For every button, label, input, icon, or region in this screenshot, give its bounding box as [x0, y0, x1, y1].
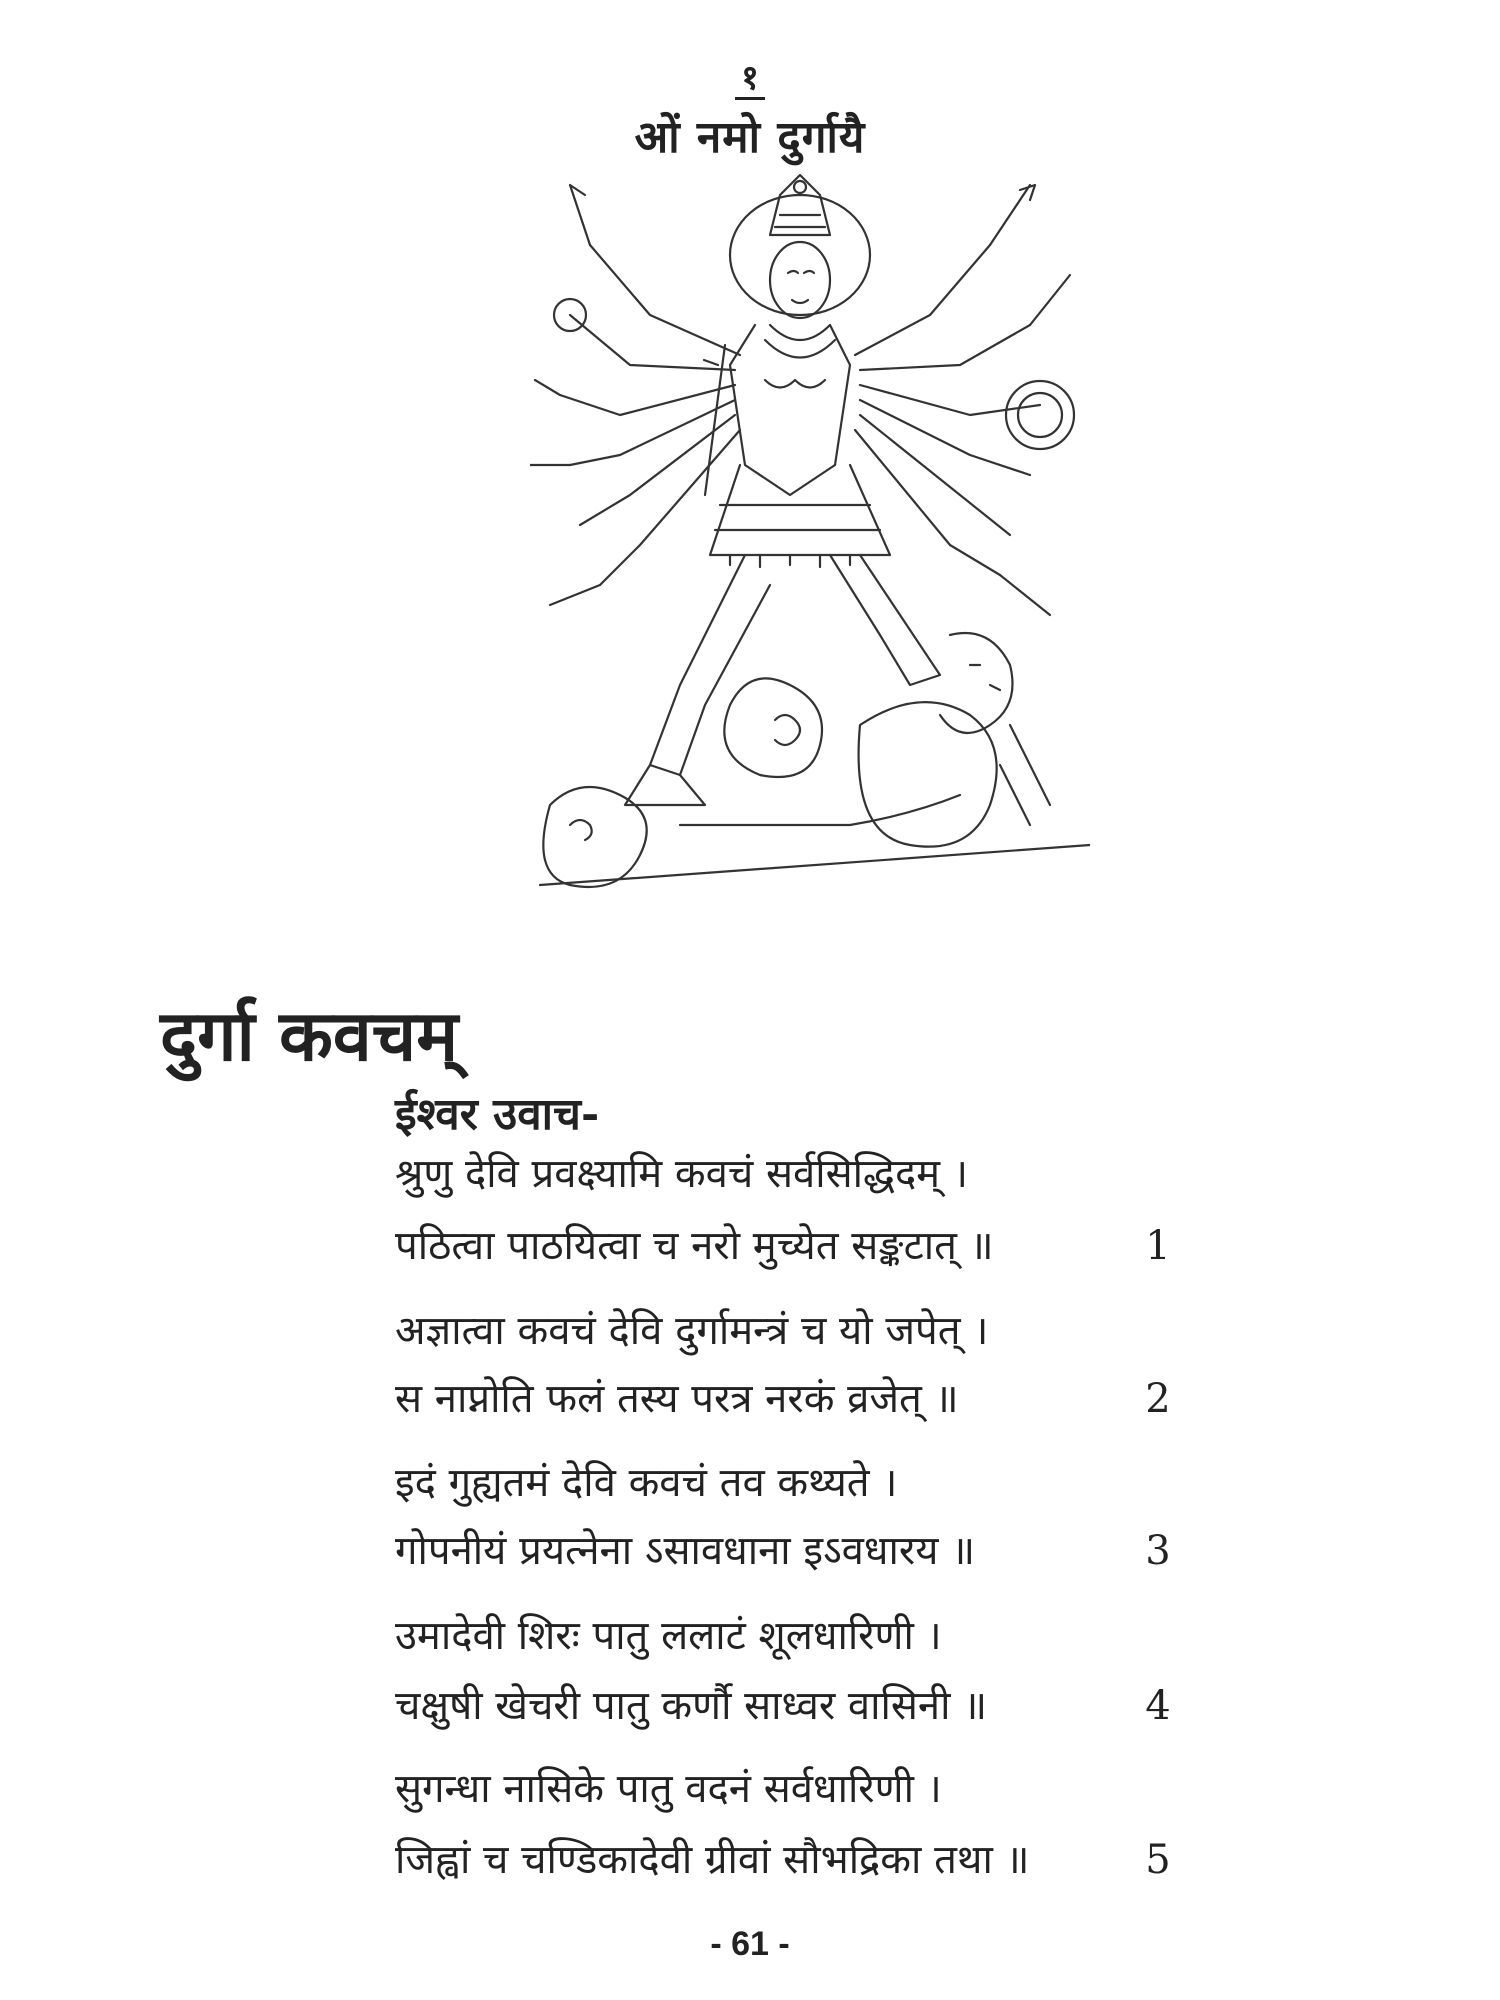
verse-3-number: 3	[1145, 1528, 1171, 1574]
durga-deity-line-drawing-icon	[530, 165, 1090, 925]
verse-5-line-1: सुगन्धा नासिके पातु वदनं सर्वधारिणी ।	[395, 1766, 942, 1812]
top-mark-text: १	[735, 59, 765, 100]
verse-3-line-2: गोपनीयं प्रयत्नेना ऽसावधाना इऽवधारय ॥	[395, 1528, 976, 1574]
page-number: - 61 -	[710, 1925, 790, 1963]
verse-4-line-1: उमादेवी शिरः पातु ललाटं शूलधारिणी ।	[395, 1613, 942, 1659]
verse-1-number: 1	[1145, 1223, 1171, 1269]
verse-3-line-1: इदं गुह्यतमं देवि कवचं तव कथ्यते ।	[395, 1460, 898, 1506]
verse-1-line-1: श्रुणु देवि प्रवक्ष्यामि कवचं सर्वसिद्धिदम् ।	[395, 1151, 968, 1197]
verse-4-number: 4	[1145, 1683, 1171, 1729]
verse-2-number: 2	[1145, 1376, 1171, 1422]
verse-5-number: 5	[1145, 1837, 1171, 1883]
speaker-label: ईश्वर उवाच-	[395, 1089, 600, 1140]
top-mark	[0, 58, 1500, 100]
invocation-heading: ओं नमो दुर्गायै	[634, 112, 866, 163]
verse-2-line-1: अज्ञात्वा कवचं देवि दुर्गामन्त्रं च यो जपेत् ।	[395, 1308, 989, 1354]
page-title: दुर्गा कवचम्	[160, 994, 459, 1077]
verse-5-line-2: जिह्वां च चण्डिकादेवी ग्रीवां सौभद्रिका तथा ॥	[395, 1837, 1030, 1883]
verse-2-line-2: स नाप्नोति फलं तस्य परत्र नरकं व्रजेत् ॥	[395, 1376, 959, 1422]
verse-4-line-2: चक्षुषी खेचरी पातु कर्णौ साध्वर वासिनी ॥	[395, 1683, 988, 1729]
verse-1-line-2: पठित्वा पाठयित्वा च नरो मुच्येत सङ्कटात् ॥	[395, 1223, 994, 1269]
